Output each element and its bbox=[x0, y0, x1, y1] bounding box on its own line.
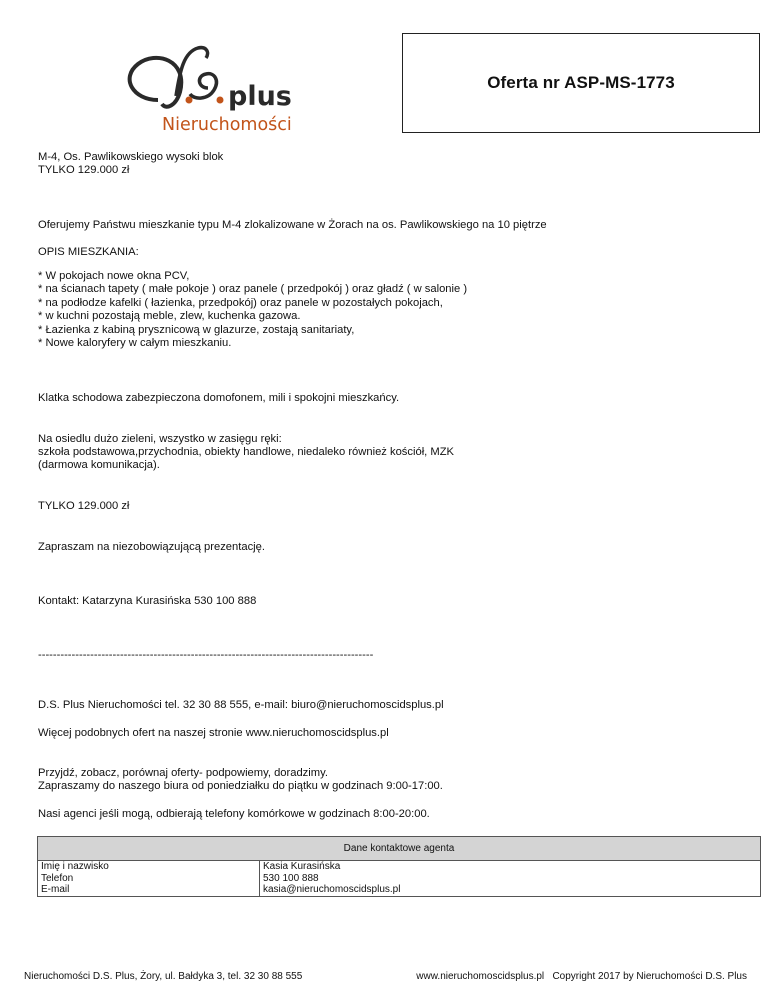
bullet-item: * Nowe kaloryfery w całym mieszkaniu. bbox=[38, 337, 232, 349]
company-logo bbox=[38, 30, 364, 136]
row-label-phone: Telefon bbox=[38, 873, 260, 885]
logo-sub-text: Nieruchomości bbox=[162, 115, 292, 135]
table-row bbox=[38, 873, 761, 885]
bullet-item: * Łazienka z kabiną prysznicową w glazurze, zostają sanitariaty, bbox=[38, 324, 355, 336]
separator-line: ------------------------------------------------------------------------------------------ bbox=[38, 649, 374, 661]
contact-text: Kontakt: Katarzyna Kurasińska 530 100 888 bbox=[38, 595, 257, 607]
agent-contact-table bbox=[37, 836, 761, 897]
logo-dot-2 bbox=[217, 97, 224, 104]
osiedle-line-3: (darmowa komunikacja). bbox=[38, 459, 160, 471]
klatka-text: Klatka schodowa zabezpieczona domofonem, mili i spokojni mieszkańcy. bbox=[38, 392, 400, 404]
more-offers-text: Więcej podobnych ofert na naszej stronie www.nieruchomoscidsplus.pl bbox=[38, 727, 389, 739]
logo-dot-1 bbox=[186, 97, 193, 104]
osiedle-line-2: szkoła podstawowa,przychodnia, obiekty handlowe, niedaleko również kościół, MZK bbox=[38, 446, 455, 458]
intro-text: Oferujemy Państwu mieszkanie typu M-4 zlokalizowane w Żorach na os. Pawlikowskiego na 10 piętrze bbox=[38, 219, 547, 231]
row-label-email: E-mail bbox=[38, 884, 260, 896]
table-row bbox=[38, 861, 761, 873]
bullet-item: * w kuchni pozostają meble, zlew, kuchenka gazowa. bbox=[38, 310, 301, 322]
logo-s-stroke bbox=[190, 74, 216, 98]
headline-price: TYLKO 129.000 zł bbox=[38, 164, 130, 176]
osiedle-line-1: Na osiedlu dużo zieleni, wszystko w zasięgu ręki: bbox=[38, 433, 282, 445]
come-line-1: Przyjdź, zobacz, porównaj oferty- podpowiemy, doradzimy. bbox=[38, 767, 328, 779]
headline-location: M-4, Os. Pawlikowskiego wysoki blok bbox=[38, 151, 224, 163]
row-label-name: Imię i nazwisko bbox=[38, 861, 260, 873]
company-info: D.S. Plus Nieruchomości tel. 32 30 88 555, e-mail: biuro@nieruchomoscidsplus.pl bbox=[38, 699, 444, 711]
bullet-item: * W pokojach nowe okna PCV, bbox=[38, 270, 190, 282]
agents-hours-text: Nasi agenci jeśli mogą, odbierają telefony komórkowe w godzinach 8:00-20:00. bbox=[38, 808, 430, 820]
price-repeat: TYLKO 129.000 zł bbox=[38, 500, 130, 512]
footer-copyright: www.nieruchomoscidsplus.pl Copyright 2017 by Nieruchomości D.S. Plus bbox=[416, 971, 747, 982]
offer-box bbox=[402, 33, 760, 133]
invite-text: Zapraszam na niezobowiązującą prezentację. bbox=[38, 541, 265, 553]
logo-plus-text: plus bbox=[228, 81, 292, 112]
bullet-item: * na ścianach tapety ( małe pokoje ) oraz panele ( przedpokój ) oraz gładź ( w salonie ) bbox=[38, 283, 468, 295]
logo-graphic bbox=[38, 30, 364, 136]
row-value-email: kasia@nieruchomoscidsplus.pl bbox=[260, 884, 761, 896]
table-header-row bbox=[38, 837, 761, 861]
opis-heading: OPIS MIESZKANIA: bbox=[38, 246, 139, 258]
table-header: Dane kontaktowe agenta bbox=[38, 837, 761, 861]
offer-title: Oferta nr ASP-MS-1773 bbox=[487, 73, 675, 93]
logo-d-stroke bbox=[130, 58, 182, 107]
bullet-item: * na podłodze kafelki ( łazienka, przedpokój) oraz panele w pozostałych pokojach, bbox=[38, 297, 443, 309]
footer-address: Nieruchomości D.S. Plus, Żory, ul. Bałdyka 3, tel. 32 30 88 555 bbox=[24, 971, 303, 982]
row-value-name: Kasia Kurasińska bbox=[260, 861, 761, 873]
come-line-2: Zapraszamy do naszego biura od poniedziałku do piątku w godzinach 9:00-17:00. bbox=[38, 780, 443, 792]
table-row bbox=[38, 884, 761, 896]
row-value-phone: 530 100 888 bbox=[260, 873, 761, 885]
